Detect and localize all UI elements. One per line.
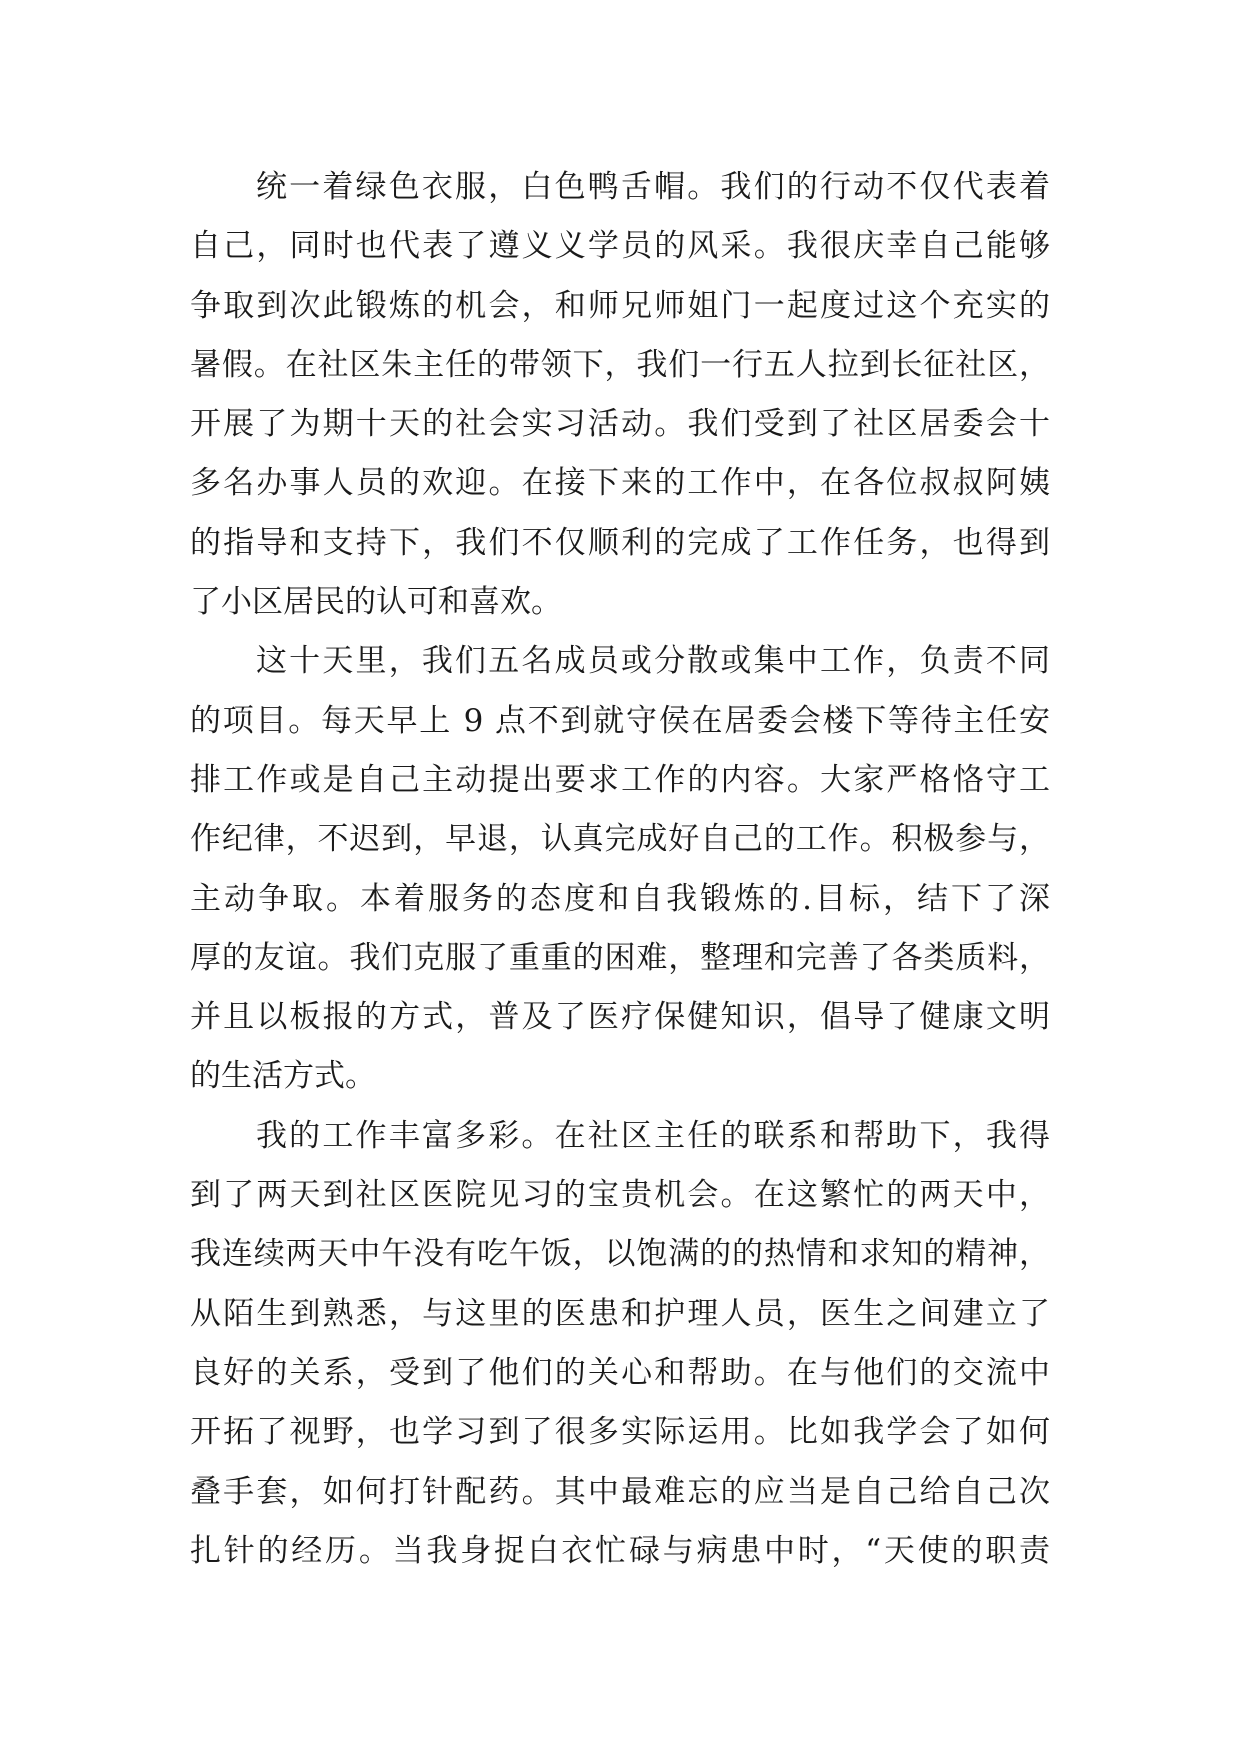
paragraph-1 [190,158,1050,632]
text-line: 统一着绿色衣服，白色鸭舌帽。我们的行动不仅代表着 [256,169,1050,205]
text-line: 良好的关系，受到了他们的关心和帮助。在与他们的交流中 [190,1354,1050,1391]
text-line: 厚的友谊。我们克服了重重的困难，整理和完善了各类质料， [190,939,1050,976]
text-line: 扎针的经历。当我身捉白衣忙碌与病患中时，“天使的职责 [190,1532,1050,1569]
text-line: 并且以板报的方式，普及了医疗保健知识，倡导了健康文明 [190,999,1050,1036]
text-line: 暑假。在社区朱主任的带领下，我们一行五人拉到长征社区， [190,346,1050,383]
text-line: 争取到次此锻炼的机会，和师兄师姐门一起度过这个充实的 [190,287,1050,324]
text-line: 从陌生到熟悉，与这里的医患和护理人员，医生之间建立了 [190,1295,1050,1332]
text-line: 开展了为期十天的社会实习活动。我们受到了社区居委会十 [190,406,1050,443]
text-line: 我的工作丰富多彩。在社区主任的联系和帮助下，我得 [256,1117,1050,1154]
text-line: 我连续两天中午没有吃午饭，以饱满的的热情和求知的精神， [190,1236,1050,1273]
text-line: 的指导和支持下，我们不仅顺利的完成了工作任务，也得到 [190,524,1050,561]
text-line: 这十天里，我们五名成员或分散或集中工作，负责不同 [256,643,1050,680]
text-line: 到了两天到社区医院见习的宝贵机会。在这繁忙的两天中， [190,1177,1050,1214]
text-line: 开拓了视野，也学习到了很多实际运用。比如我学会了如何 [190,1414,1050,1451]
text-line: 多名办事人员的欢迎。在接下来的工作中，在各位叔叔阿姨 [190,465,1050,502]
text-line: 了小区居民的认可和喜欢。 [190,584,562,621]
text-line: 的生活方式。 [190,1058,376,1095]
text-line: 主动争取。本着服务的态度和自我锻炼的.目标，结下了深 [190,880,1050,917]
text-line: 的项目。每天早上 9 点不到就守侯在居委会楼下等待主任安 [190,702,1050,739]
text-line: 自己，同时也代表了遵义义学员的风采。我很庆幸自己能够 [190,228,1050,265]
text-line: 作纪律，不迟到，早退，认真完成好自己的工作。积极参与， [190,821,1050,858]
paragraph-2 [190,632,1050,1106]
body-text [190,158,1050,1581]
text-line: 排工作或是自己主动提出要求工作的内容。大家严格恪守工 [190,761,1050,798]
paragraph-3 [190,1107,1050,1581]
text-line: 叠手套，如何打针配药。其中最难忘的应当是自己给自己次 [190,1473,1050,1510]
